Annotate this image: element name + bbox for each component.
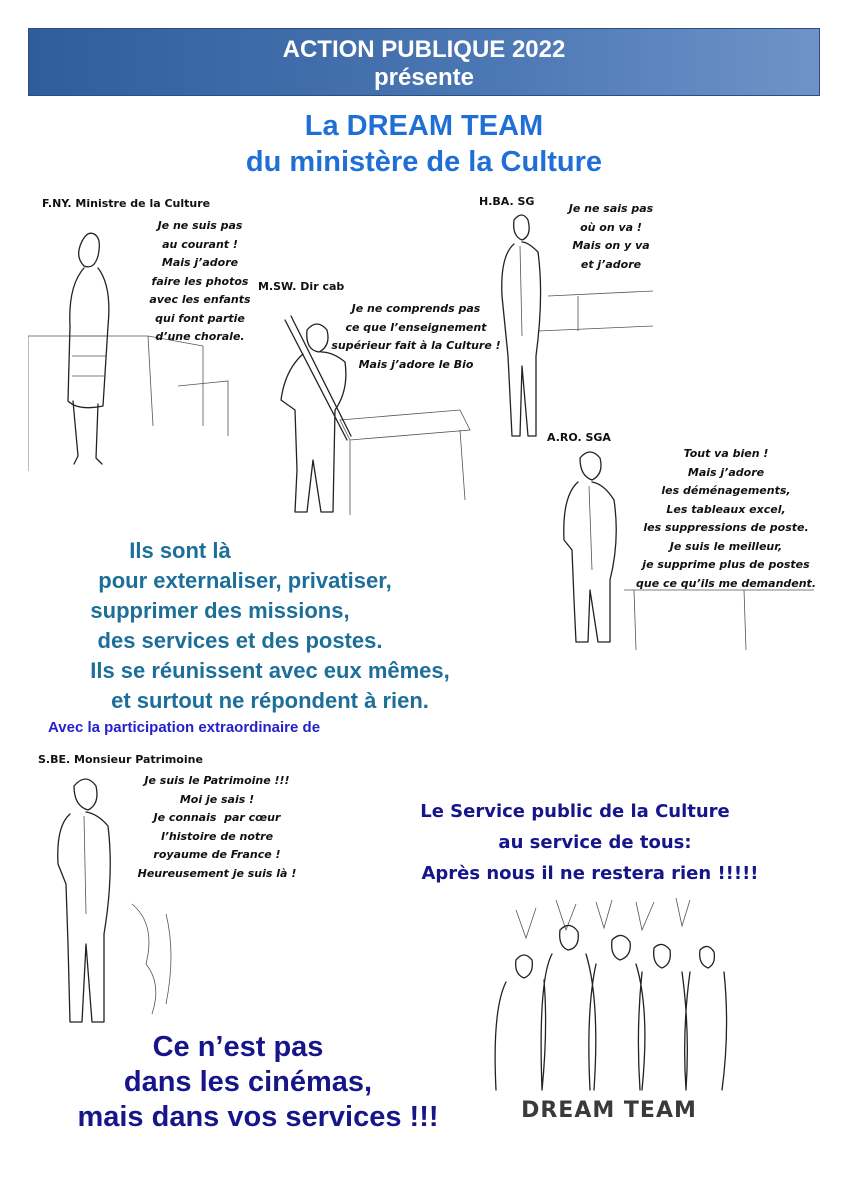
statement-line: Ils sont là	[129, 538, 231, 563]
sg-bubble: Je ne sais pas où on va ! Mais on y va et j’adore	[568, 202, 654, 271]
dircab-bubble: Je ne comprends pas ce que l’enseignement supérieur fait à la Culture ! Mais j’adore le Bio	[331, 302, 501, 371]
minister-bubble: Je ne suis pas au courant ! Mais j’adore faire les photos avec les enfants qui font partie d’une chorale.	[149, 219, 251, 343]
header-banner	[28, 28, 820, 96]
conclusion-line: dans les cinémas,	[123, 1066, 373, 1098]
conclusion-line: Ce n’est pas	[152, 1031, 324, 1063]
main-title: La DREAM TEAM	[304, 110, 544, 142]
dream-team-label: DREAM TEAM	[521, 1098, 697, 1123]
service-line: Le Service public de la Culture	[420, 801, 730, 822]
conclusion-line: mais dans vos services !!!	[77, 1101, 439, 1133]
statement-line: et surtout ne répondent à rien.	[111, 688, 429, 713]
group-sketch	[486, 890, 732, 1100]
service-line: Après nous il ne restera rien !!!!!	[421, 863, 759, 884]
service-public-block	[410, 796, 770, 889]
main-subtitle: du ministère de la Culture	[245, 146, 603, 178]
patrimoine-bubble: Je suis le Patrimoine !!! Moi je sais ! Je connais par cœur l’histoire de notre royaume de France ! Heureusement je suis là !	[137, 774, 297, 880]
minister-caption: F.NY. Ministre de la Culture	[42, 197, 211, 210]
statement-line: Ils se réunissent avec eux mêmes,	[90, 658, 450, 683]
service-line: au service de tous:	[498, 832, 692, 853]
conclusion-block	[38, 1030, 478, 1135]
banner-title: ACTION PUBLIQUE 2022	[282, 36, 566, 63]
statement-line: pour externaliser, privatiser,	[98, 568, 392, 593]
statement-line: des services et des postes.	[97, 628, 383, 653]
patrimoine-caption: S.BE. Monsieur Patrimoine	[38, 753, 203, 766]
dircab-caption: M.SW. Dir cab	[258, 280, 345, 293]
participation-text: Avec la participation extraordinaire de	[48, 719, 321, 736]
statement-line: supprimer des missions,	[90, 598, 350, 623]
sga-bubble: Tout va bien ! Mais j’adore les déménagements, Les tableaux excel, les suppressions de poste. Je suis le meilleur, je supprime plus de postes que ce qu’ils me demandent.	[635, 447, 816, 590]
banner-subtitle: présente	[373, 64, 475, 91]
sga-caption: A.RO. SGA	[547, 431, 611, 444]
sg-caption: H.BA. SG	[479, 195, 535, 208]
statement-block	[30, 536, 510, 716]
